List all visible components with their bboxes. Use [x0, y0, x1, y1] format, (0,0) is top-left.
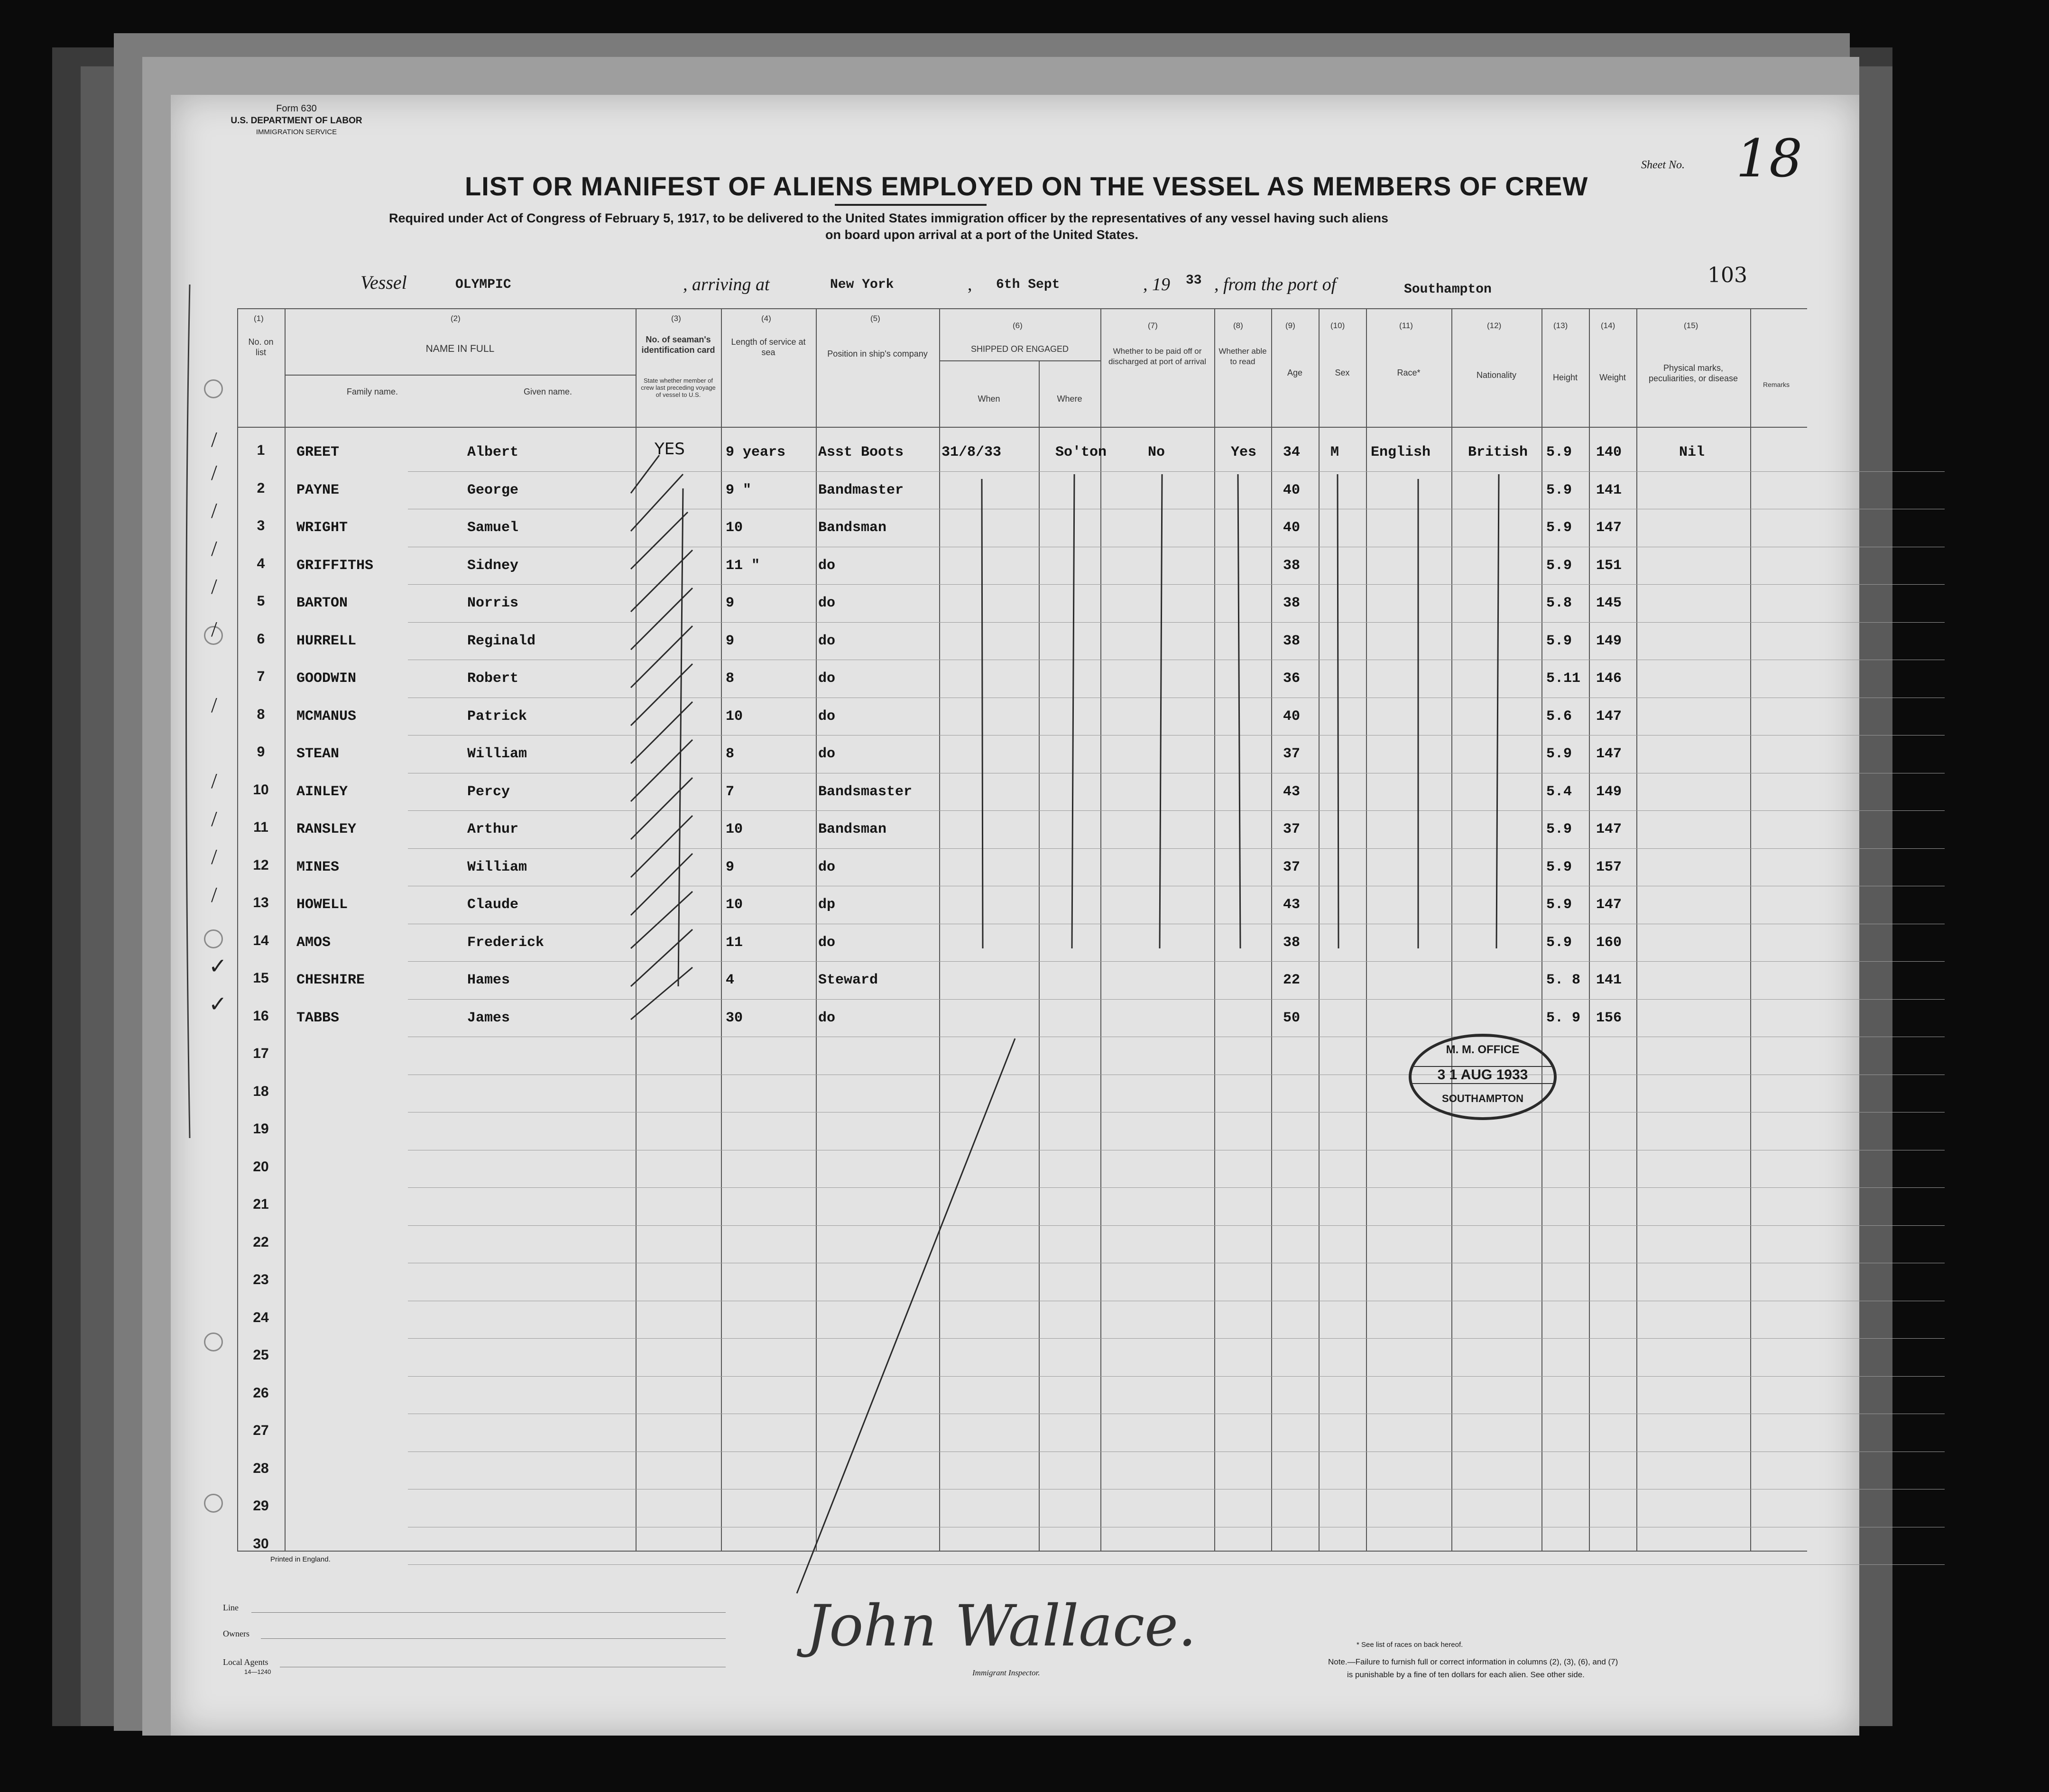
weight-cell: 141 — [1596, 482, 1622, 498]
given-name-cell: Sidney — [467, 557, 519, 574]
weight-cell: 147 — [1596, 821, 1622, 837]
position-cell: do — [818, 595, 836, 611]
col-num: (12) — [1487, 321, 1502, 330]
given-name-cell: Arthur — [467, 821, 519, 837]
subtitle-line-1: Required under Act of Congress of February 5, 1917, to be delivered to the United States immigration officer by the representatives of any vessel having such aliens — [389, 211, 1389, 225]
subtitle-line-2: on board upon arrival at a port of the United States. — [825, 228, 1139, 242]
col-num: (6) — [1013, 321, 1023, 330]
height-cell: 5. 8 — [1546, 972, 1581, 988]
age-cell: 37 — [1283, 821, 1301, 837]
weight-cell: 157 — [1596, 859, 1622, 875]
service-cell: 9 " — [726, 482, 752, 498]
col-header-race: Race* — [1397, 368, 1421, 377]
card-cell: YES — [655, 440, 685, 459]
given-name-cell: Claude — [467, 897, 519, 913]
check-mark: / — [211, 845, 217, 869]
sex-cell: M — [1330, 444, 1339, 460]
weight-cell: 160 — [1596, 934, 1622, 951]
service-cell: 7 — [726, 783, 735, 800]
age-cell: 38 — [1283, 595, 1301, 611]
col-header-service: Length of service at sea — [731, 337, 806, 357]
year-prefix: , 19 — [1143, 275, 1170, 294]
position-cell: Bandsmaster — [818, 783, 913, 800]
col-header-no: No. on list — [248, 337, 274, 357]
age-cell: 38 — [1283, 934, 1301, 951]
arriving-label: , arriving at — [683, 275, 770, 294]
given-name-cell: Norris — [467, 595, 519, 611]
family-name-cell: GREET — [296, 444, 340, 460]
position-cell: Asst Boots — [818, 444, 904, 460]
check-mark: / — [211, 693, 217, 717]
height-cell: 5.9 — [1546, 897, 1572, 913]
service-cell: 9 years — [726, 444, 786, 460]
row-number-cell: 9 — [257, 744, 265, 760]
family-name-cell: STEAN — [296, 746, 340, 762]
col-num: (4) — [761, 314, 771, 323]
col-num: (11) — [1399, 321, 1413, 330]
inspector-label: Immigrant Inspector. — [972, 1668, 1040, 1677]
row-number-cell: 27 — [253, 1423, 269, 1438]
row-number-cell: 26 — [253, 1385, 269, 1401]
service-cell: 9 — [726, 859, 735, 875]
age-cell: 38 — [1283, 557, 1301, 574]
row-number-cell: 4 — [257, 555, 265, 571]
fine-note-1: Note.—Failure to furnish full or correct information in columns (2), (3), (6), and (7) — [1328, 1657, 1618, 1666]
col-header-given: Given name. — [523, 387, 572, 396]
col-header-name: NAME IN FULL — [425, 343, 495, 354]
service-cell: 11 " — [726, 557, 760, 574]
age-cell: 37 — [1283, 859, 1301, 875]
marks-cell: Nil — [1679, 444, 1705, 460]
col-num: (7) — [1148, 321, 1158, 330]
height-cell: 5.9 — [1546, 934, 1572, 951]
page-title: LIST OR MANIFEST OF ALIENS EMPLOYED ON THE VESSEL AS MEMBERS OF CREW — [465, 171, 1588, 201]
check-mark: / — [211, 807, 217, 831]
given-name-cell: Samuel — [467, 520, 519, 536]
family-name-cell: CHESHIRE — [296, 972, 365, 988]
family-name-cell: WRIGHT — [296, 520, 348, 536]
service-cell: 10 — [726, 520, 743, 536]
family-name-cell: AMOS — [296, 934, 331, 951]
position-cell: do — [818, 633, 836, 649]
row-number-cell: 5 — [257, 593, 265, 609]
check-mark: / — [211, 617, 217, 641]
vessel-name: OLYMPIC — [455, 277, 511, 292]
service-cell: 9 — [726, 633, 735, 649]
row-number-cell: 12 — [253, 857, 269, 873]
service-cell: 30 — [726, 1010, 743, 1026]
weight-cell: 147 — [1596, 708, 1622, 725]
shipped-where-cell: So'ton — [1055, 444, 1107, 460]
age-cell: 37 — [1283, 746, 1301, 762]
weight-cell: 147 — [1596, 746, 1622, 762]
agents-label: Local Agents — [223, 1657, 268, 1667]
col-header-read: Whether able to read — [1218, 347, 1267, 366]
col-num: (14) — [1601, 321, 1615, 330]
weight-cell: 149 — [1596, 633, 1622, 649]
service-cell: 10 — [726, 708, 743, 725]
family-name-cell: GRIFFITHS — [296, 557, 374, 574]
position-cell: do — [818, 557, 836, 574]
age-cell: 22 — [1283, 972, 1301, 988]
position-cell: Steward — [818, 972, 878, 988]
col-num: (8) — [1233, 321, 1243, 330]
check-mark: / — [211, 498, 217, 523]
row-number-cell: 7 — [257, 669, 265, 684]
line-rule — [251, 1612, 726, 1613]
row-number-cell: 18 — [253, 1083, 269, 1099]
height-cell: 5.9 — [1546, 859, 1572, 875]
row-number-cell: 17 — [253, 1046, 269, 1061]
given-name-cell: William — [467, 859, 527, 875]
age-cell: 34 — [1283, 444, 1301, 460]
position-cell: do — [818, 934, 836, 951]
height-cell: 5.9 — [1546, 557, 1572, 574]
family-name-cell: TABBS — [296, 1010, 340, 1026]
col-num: (3) — [671, 314, 681, 323]
given-name-cell: William — [467, 746, 527, 762]
check-mark: / — [211, 769, 217, 793]
col-header-family: Family name. — [346, 387, 398, 396]
family-name-cell: BARTON — [296, 595, 348, 611]
height-cell: 5.9 — [1546, 746, 1572, 762]
service-cell: 9 — [726, 595, 735, 611]
col-header-shipped: SHIPPED OR ENGAGED — [970, 344, 1069, 354]
col-num: (2) — [451, 314, 461, 323]
given-name-cell: Albert — [467, 444, 519, 460]
paid-off-cell: No — [1148, 444, 1165, 460]
check-mark: ✓ — [209, 992, 227, 1016]
stamp-top: M. M. OFFICE — [1446, 1043, 1520, 1056]
service-cell: 10 — [726, 897, 743, 913]
weight-cell: 141 — [1596, 972, 1622, 988]
given-name-cell: Frederick — [467, 934, 545, 951]
height-cell: 5.9 — [1546, 821, 1572, 837]
arrival-date: 6th Sept — [996, 277, 1060, 292]
col-num: (5) — [870, 314, 880, 323]
date-comma: , — [968, 275, 972, 294]
row-number-cell: 1 — [257, 442, 265, 458]
col-header-paid-off: Whether to be paid off or discharged at port of arrival — [1108, 347, 1206, 366]
form-code: 14—1240 — [244, 1668, 271, 1675]
stamp-bottom: SOUTHAMPTON — [1442, 1093, 1523, 1104]
height-cell: 5.11 — [1546, 671, 1581, 687]
col-header-when: When — [978, 394, 1000, 404]
row-number-cell: 25 — [253, 1347, 269, 1363]
row-number-cell: 3 — [257, 518, 265, 533]
position-cell: do — [818, 859, 836, 875]
able-read-cell: Yes — [1231, 444, 1257, 460]
owners-label: Owners — [223, 1629, 249, 1638]
given-name-cell: James — [467, 1010, 510, 1026]
position-cell: do — [818, 708, 836, 725]
check-mark: / — [211, 460, 217, 485]
owners-rule — [261, 1638, 726, 1639]
weight-cell: 147 — [1596, 520, 1622, 536]
height-cell: 5.6 — [1546, 708, 1572, 725]
family-name-cell: HOWELL — [296, 897, 348, 913]
fine-note-2: is punishable by a fine of ten dollars for each alien. See other side. — [1347, 1670, 1585, 1679]
col-num: (10) — [1330, 321, 1345, 330]
family-name-cell: RANSLEY — [296, 821, 357, 837]
row-number-cell: 30 — [253, 1535, 269, 1552]
age-cell: 40 — [1283, 482, 1301, 498]
given-name-cell: Robert — [467, 671, 519, 687]
department: U.S. DEPARTMENT OF LABOR — [231, 116, 362, 126]
col-num: (9) — [1285, 321, 1295, 330]
row-number-cell: 22 — [253, 1234, 269, 1250]
sheet-label: Sheet No. — [1641, 159, 1685, 171]
service-cell: 8 — [726, 746, 735, 762]
shipped-when-cell: 31/8/33 — [941, 444, 1002, 460]
position-cell: Bandsman — [818, 520, 887, 536]
weight-cell: 140 — [1596, 444, 1622, 460]
check-mark: / — [211, 574, 217, 598]
weight-cell: 146 — [1596, 671, 1622, 687]
printed-note: Printed in England. — [270, 1555, 331, 1563]
col-header-position: Position in ship's company — [827, 349, 928, 358]
form-number: Form 630 — [276, 103, 317, 114]
year: 33 — [1186, 273, 1202, 288]
position-cell: dp — [818, 897, 836, 913]
race-cell: English — [1371, 444, 1431, 460]
service-cell: 8 — [726, 671, 735, 687]
row-number-cell: 11 — [253, 819, 268, 835]
row-number-cell: 8 — [257, 706, 265, 722]
col-header-sex: Sex — [1335, 368, 1350, 377]
col-num: (15) — [1684, 321, 1698, 330]
row-number-cell: 13 — [253, 895, 269, 910]
row-number-cell: 29 — [253, 1498, 269, 1514]
position-cell: Bandmaster — [818, 482, 904, 498]
from-port: Southampton — [1404, 282, 1492, 297]
position-cell: do — [818, 671, 836, 687]
sheet-number: 18 — [1736, 128, 1802, 189]
position-cell: Bandsman — [818, 821, 887, 837]
height-cell: 5.9 — [1546, 520, 1572, 536]
vessel-label: Vessel — [360, 272, 407, 293]
row-number-cell: 10 — [253, 781, 269, 798]
row-number-cell: 6 — [257, 631, 265, 647]
position-cell: do — [818, 746, 836, 762]
family-name-cell: MINES — [296, 859, 340, 875]
given-name-cell: Percy — [467, 783, 510, 800]
check-mark: / — [211, 882, 217, 907]
family-name-cell: HURRELL — [296, 633, 357, 649]
weight-cell: 149 — [1596, 783, 1622, 800]
height-cell: 5.9 — [1546, 444, 1572, 460]
col-header-marks: Physical marks, peculiarities, or disease — [1648, 363, 1738, 383]
col-header-age: Age — [1287, 368, 1303, 377]
row-number-cell: 20 — [253, 1158, 269, 1175]
given-name-cell: Reginald — [467, 633, 536, 649]
nationality-cell: British — [1468, 444, 1528, 460]
age-cell: 40 — [1283, 708, 1301, 725]
pencil-marks — [171, 95, 1859, 1736]
row-number-cell: 23 — [253, 1272, 269, 1287]
col-header-nationality: Nationality — [1476, 370, 1517, 380]
age-cell: 43 — [1283, 783, 1301, 800]
age-cell: 43 — [1283, 897, 1301, 913]
page-reference: 103 — [1708, 263, 1747, 287]
given-name-cell: George — [467, 482, 519, 498]
service-cell: 10 — [726, 821, 743, 837]
race-note: * See list of races on back hereof. — [1357, 1641, 1463, 1649]
row-number-cell: 19 — [253, 1121, 269, 1137]
col-num: (13) — [1553, 321, 1568, 330]
family-name-cell: GOODWIN — [296, 671, 357, 687]
position-cell: do — [818, 1010, 836, 1026]
age-cell: 40 — [1283, 520, 1301, 536]
height-cell: 5.8 — [1546, 595, 1572, 611]
manifest-sheet — [171, 95, 1859, 1736]
col-num: (1) — [254, 314, 264, 323]
height-cell: 5.4 — [1546, 783, 1572, 800]
height-cell: 5.9 — [1546, 633, 1572, 649]
row-number-cell: 24 — [253, 1309, 269, 1325]
row-number-cell: 21 — [253, 1196, 269, 1212]
row-number-cell: 28 — [253, 1460, 269, 1476]
col-header-where: Where — [1057, 394, 1082, 404]
family-name-cell: MCMANUS — [296, 708, 357, 725]
inspector-signature: John Wallace. — [806, 1593, 1197, 1659]
family-name-cell: AINLEY — [296, 783, 348, 800]
service: IMMIGRATION SERVICE — [256, 128, 337, 136]
check-mark: / — [211, 536, 217, 561]
age-cell: 50 — [1283, 1010, 1301, 1026]
from-label: , from the port of — [1214, 275, 1337, 294]
service-cell: 4 — [726, 972, 735, 988]
age-cell: 36 — [1283, 671, 1301, 687]
age-cell: 38 — [1283, 633, 1301, 649]
weight-cell: 156 — [1596, 1010, 1622, 1026]
row-number-cell: 15 — [253, 970, 269, 986]
service-cell: 11 — [726, 934, 743, 951]
check-mark: / — [211, 427, 217, 451]
col-header-card: No. of seaman's identification card — [641, 335, 715, 355]
weight-cell: 151 — [1596, 557, 1622, 574]
family-name-cell: PAYNE — [296, 482, 340, 498]
col-header-card-note: State whether member of crew last preceding voyage of vessel to U.S. — [641, 377, 716, 398]
weight-cell: 145 — [1596, 595, 1622, 611]
height-cell: 5.9 — [1546, 482, 1572, 498]
given-name-cell: Hames — [467, 972, 510, 988]
row-number-cell: 16 — [253, 1008, 269, 1024]
arriving-port: New York — [830, 277, 894, 292]
col-header-height: Height — [1552, 373, 1578, 382]
col-header-remarks: Remarks — [1763, 381, 1790, 388]
col-header-weight: Weight — [1599, 373, 1626, 382]
stamp-date: 3 1 AUG 1933 — [1412, 1066, 1554, 1084]
line-label: Line — [223, 1603, 239, 1612]
height-cell: 5. 9 — [1546, 1010, 1581, 1026]
row-number-cell: 2 — [257, 480, 265, 496]
check-mark: ✓ — [209, 954, 227, 978]
given-name-cell: Patrick — [467, 708, 527, 725]
office-stamp — [1409, 1034, 1557, 1120]
weight-cell: 147 — [1596, 897, 1622, 913]
row-number-cell: 14 — [253, 932, 269, 948]
